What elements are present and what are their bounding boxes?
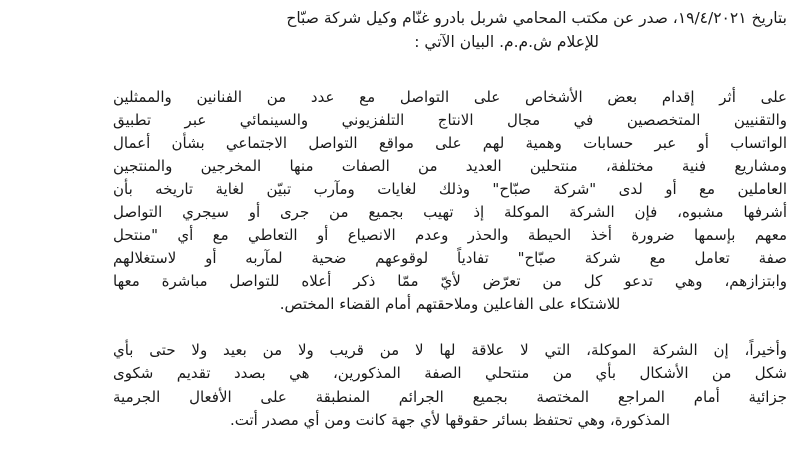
paragraph-line: ومشاريع فنية مختلفة، منتحلين العديد من الصفات منها المخرجين والمنتجين [113,157,787,175]
paragraph-line: الواتساب أو عبر حسابات وهمية لهم على مواقع التواصل الاجتماعي بشأن أعمال [113,134,787,152]
header-line-1: بتاريخ ١٩/٤/٢٠٢١، صدر عن مكتب المحامي شربل بادرو غنّام وكيل شركة صبّاح [286,9,787,27]
paragraph-line: معهم بإسمها ضرورة أخذ الحيطة والحذر وعدم الانصياع أو التعاطي مع أي "منتحل [113,226,787,244]
paragraph-line: للاشتكاء على الفاعلين وملاحقتهم أمام القضاء المختص. [279,295,621,313]
paragraph-line: جزائية أمام المراجع المختصة بجميع الجرائم المنطبقة على الأفعال الجرمية [113,388,787,406]
paragraph-line: المذكورة، وهي تحتفظ بسائر حقوقها لأي جهة كانت ومن أي مصدر أتت. [229,411,671,429]
paragraph-line: وابتزازهم، وهي تدعو كل من تعرّض لأيّ ممّا ذكر أعلاه للتواصل مباشرة معها [113,272,787,290]
paragraph-line: صفة تعامل مع شركة صبّاح" تفادياً لوقوعهم ضحية لمآربه أو لاستغلالهم [113,249,787,267]
paragraph-line: العاملين مع أو لدى "شركة صبّاح" وذلك لغايات ومآرب تبيّن لغاية تاريخه بأن [113,180,787,198]
paragraph-line: والتقنيين المتخصصين في مجال الانتاج التلفزيوني والسينمائي عبر تطبيق [113,111,787,129]
paragraph-line: أشرفها مشبوه، فإن الشركة الموكلة إذ تهيب بجميع من جرى أو سيجري التواصل [113,203,787,221]
paragraph-line: على أثر إقدام بعض الأشخاص على التواصل مع عدد من الفنانين والممثلين [113,88,787,106]
header-line-2: للإعلام ش.م.م. البيان الآتي : [414,33,599,51]
paragraph-line: شكل من الأشكال بأي من منتحلي الصفة المذكورين، هي بصدد تقديم شكوى [113,364,787,382]
paragraph-line: وأخيراً، إن الشركة الموكلة، التي لا علاقة لها لا من قريب ولا من بعيد ولا حتى بأي [113,341,787,359]
